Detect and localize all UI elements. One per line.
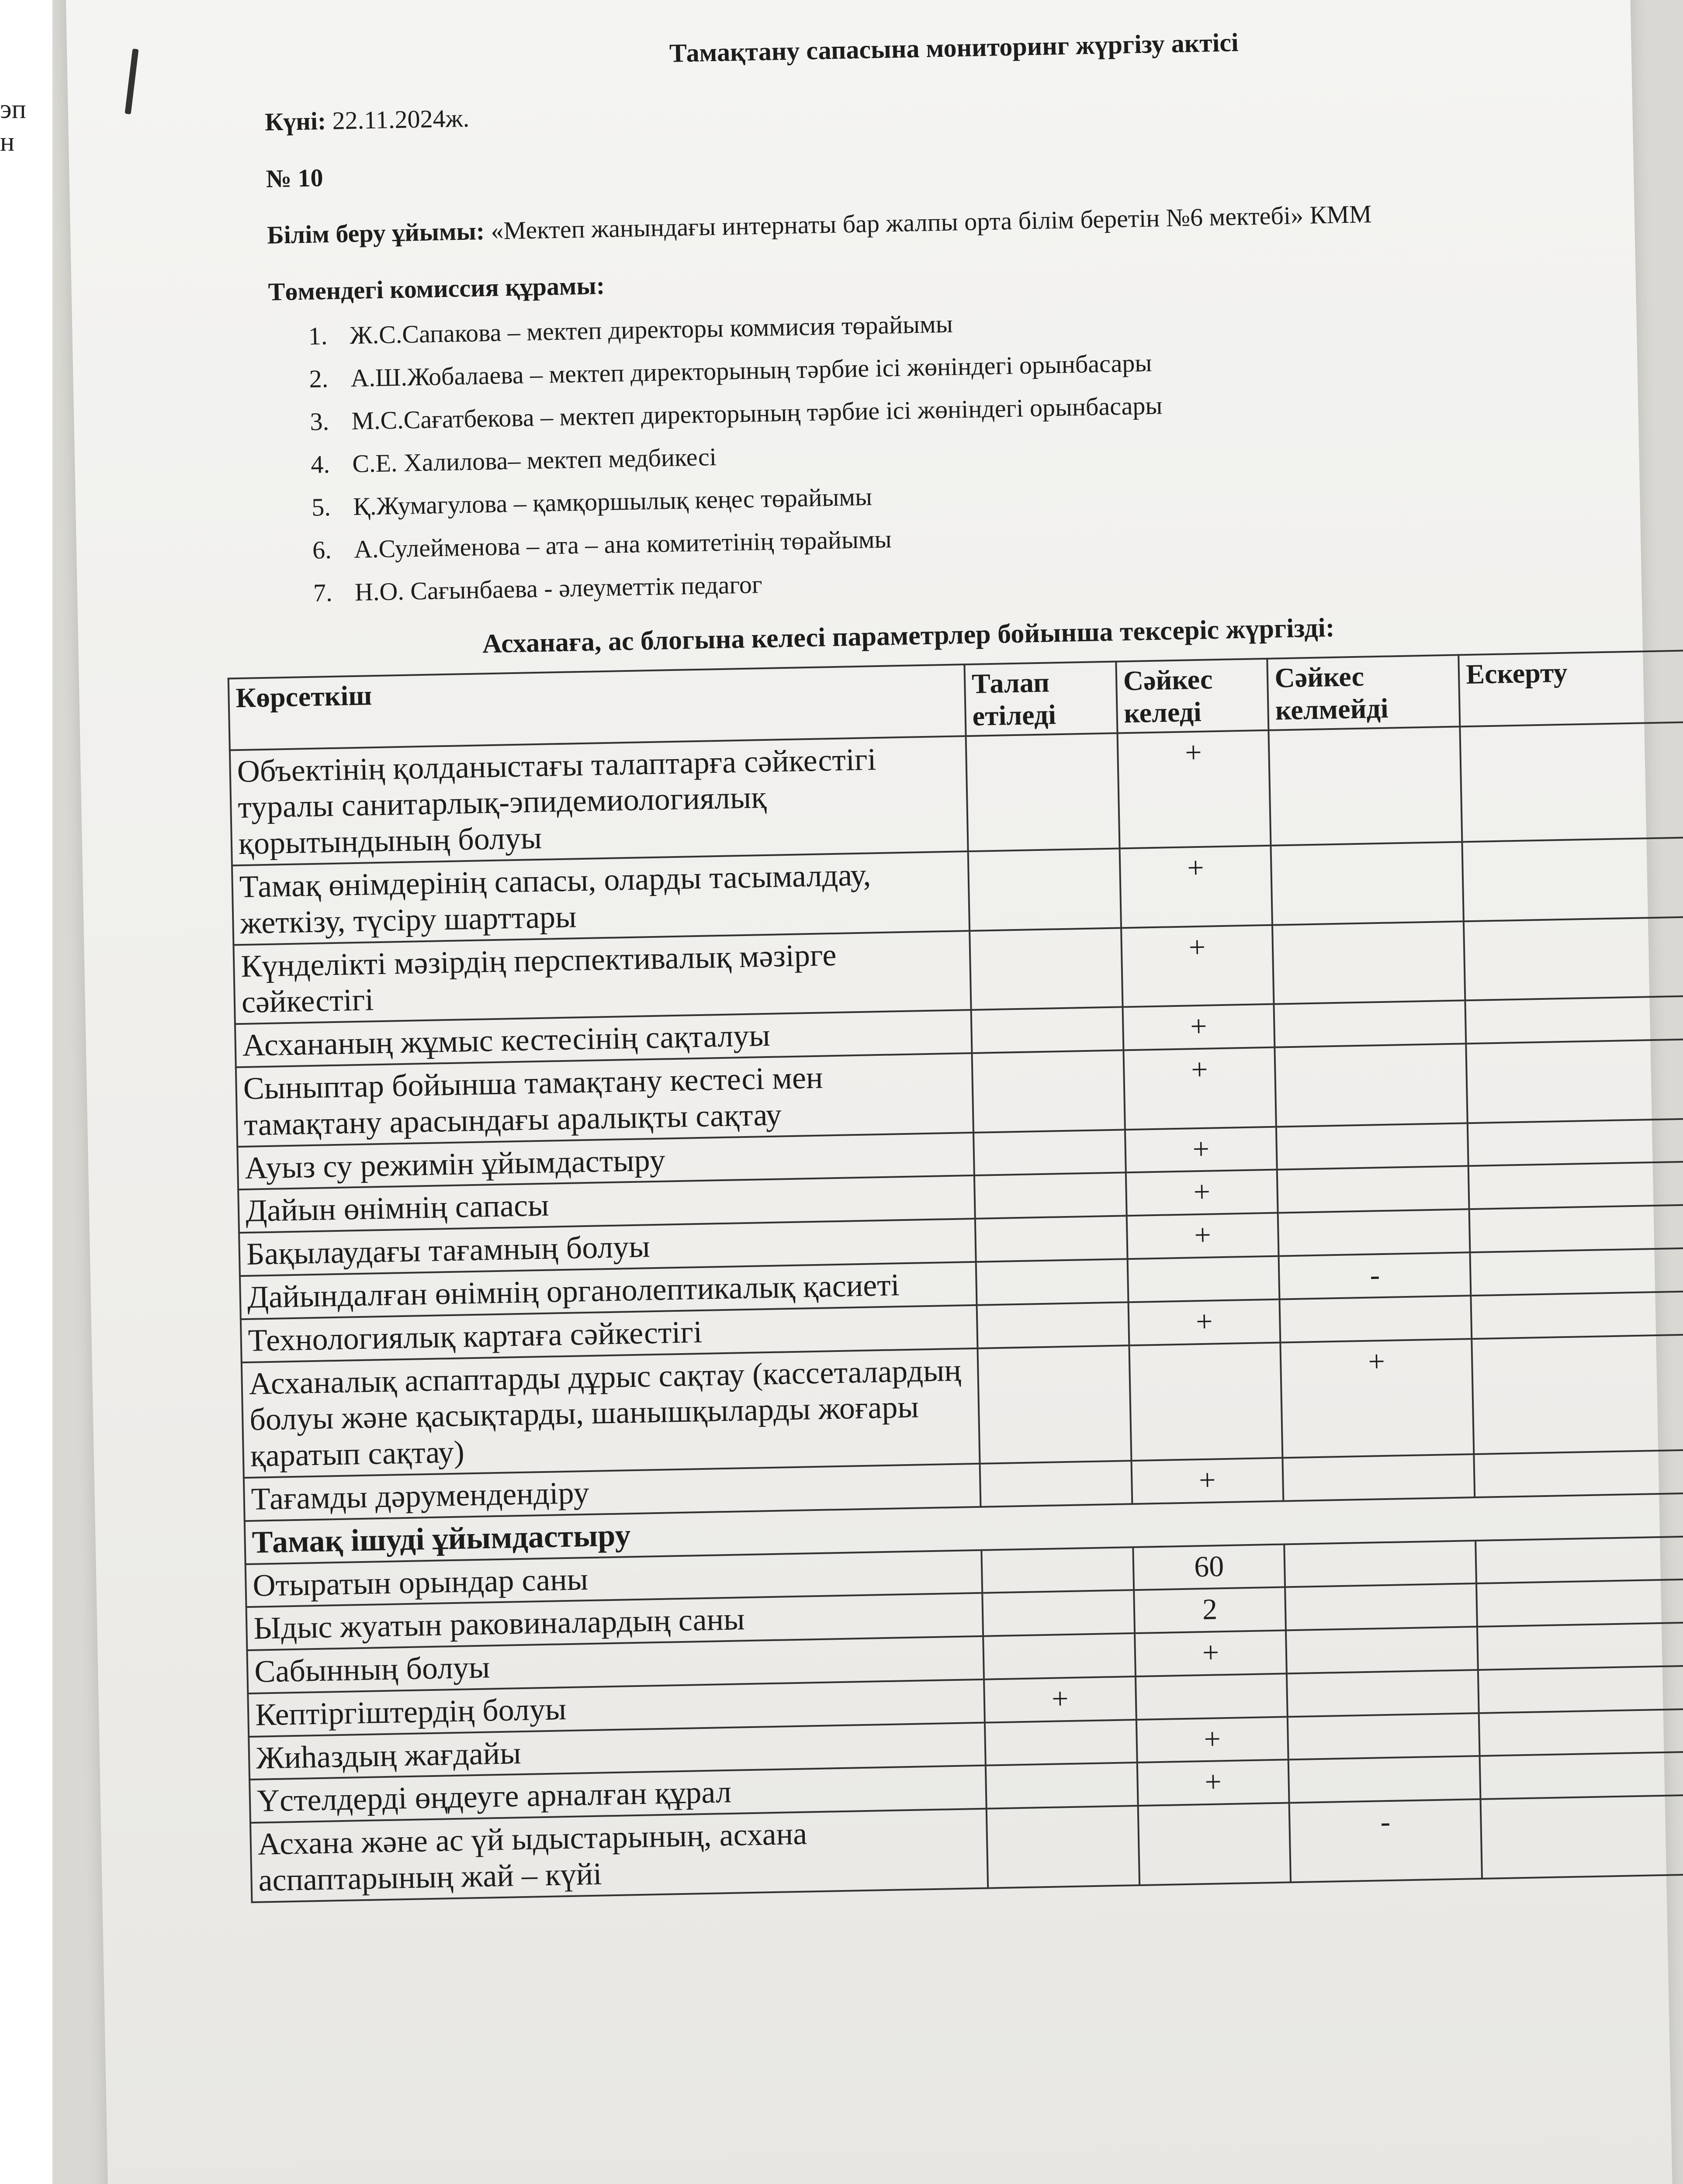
required-cell bbox=[982, 1590, 1135, 1636]
not-matches-cell bbox=[1288, 1756, 1481, 1803]
indicator-cell: Асханалық аспаптарды дұрыс сақтау (кассеталардың болуы және қасықтарды, шанышқыларды жоғары қаратып сақтау) bbox=[242, 1348, 980, 1478]
note-cell bbox=[1477, 1622, 1683, 1670]
indicator-cell: Жиһаздың жағдайы bbox=[249, 1722, 986, 1780]
document-content bbox=[235, 22, 1568, 1902]
indicator-cell: Сабынның болуы bbox=[247, 1636, 984, 1693]
indicator-cell: Сыныптар бойынша тамақтану кестесі мен тамақтану арасындағы аралықты сақтау bbox=[236, 1053, 973, 1147]
indicator-cell: Асхананың жұмыс кестесінің сақталуы bbox=[235, 1010, 972, 1067]
not-matches-cell bbox=[1287, 1670, 1479, 1717]
header-required: Талап етіледі bbox=[964, 662, 1117, 736]
note-cell bbox=[1472, 1334, 1683, 1454]
required-cell bbox=[976, 1259, 1129, 1305]
commission-list bbox=[308, 291, 1541, 615]
document-title: Тамақтану сапасына мониторинг жүргізу актісі bbox=[669, 28, 1239, 68]
member-text: Ж.С.Сапакова – мектеп директоры коммисия төрайымы bbox=[350, 309, 953, 350]
note-cell bbox=[1479, 1708, 1683, 1756]
matches-cell: + bbox=[1123, 1047, 1276, 1130]
member-number: 3. bbox=[309, 407, 329, 436]
not-matches-cell bbox=[1283, 1454, 1475, 1501]
not-matches-cell bbox=[1269, 726, 1462, 846]
note-cell bbox=[1462, 837, 1683, 921]
indicator-cell: Дайындалған өнімнің органолептикалық қасиеті bbox=[240, 1262, 977, 1319]
not-matches-cell bbox=[1272, 921, 1465, 1004]
member-number: 1. bbox=[308, 321, 328, 351]
note-cell bbox=[1469, 1205, 1683, 1253]
member-number: 5. bbox=[311, 493, 331, 522]
indicator-cell: Тағамды дәрумендендіру bbox=[244, 1464, 981, 1521]
note-cell bbox=[1476, 1579, 1683, 1627]
indicator-cell: Объектінің қолданыстағы талаптарға сәйкестігі туралы санитарлық-эпидемиологиялық қорытындының болуы bbox=[230, 736, 968, 866]
required-cell bbox=[977, 1345, 1131, 1464]
member-number: 2. bbox=[308, 364, 329, 394]
note-cell bbox=[1474, 1449, 1683, 1497]
matches-cell bbox=[1136, 1673, 1288, 1719]
staple-mark bbox=[125, 48, 139, 114]
header-note: Ескерту bbox=[1459, 650, 1683, 726]
required-cell bbox=[986, 1763, 1138, 1809]
table-body bbox=[230, 722, 1683, 1902]
required-cell: + bbox=[984, 1676, 1136, 1722]
note-cell bbox=[1478, 1665, 1683, 1713]
note-cell bbox=[1471, 1291, 1683, 1339]
matches-cell: + bbox=[1117, 730, 1271, 848]
not-matches-cell: + bbox=[1281, 1339, 1474, 1458]
indicator-cell: Отыратын орындар саны bbox=[246, 1550, 983, 1607]
required-cell bbox=[971, 1007, 1124, 1053]
matches-cell: + bbox=[1125, 1170, 1278, 1216]
matches-cell: + bbox=[1128, 1299, 1281, 1345]
matches-cell bbox=[1129, 1342, 1283, 1461]
required-cell bbox=[987, 1806, 1139, 1888]
not-matches-cell bbox=[1288, 1713, 1480, 1760]
note-cell bbox=[1464, 916, 1683, 1000]
not-matches-cell bbox=[1276, 1123, 1468, 1170]
indicator-cell: Ыдыс жуатын раковиналардың саны bbox=[246, 1593, 983, 1650]
not-matches-cell bbox=[1280, 1296, 1472, 1342]
organization-line bbox=[267, 196, 1534, 250]
indicator-cell: Кептіргіштердің болуы bbox=[248, 1679, 985, 1737]
not-matches-cell bbox=[1271, 842, 1464, 925]
not-matches-cell bbox=[1286, 1627, 1478, 1673]
date-value: 22.11.2024ж. bbox=[332, 104, 470, 135]
adjacent-page-text: н bbox=[0, 127, 15, 157]
matches-cell bbox=[1127, 1256, 1280, 1302]
indicator-cell: Ауыз су режимін ұйымдастыру bbox=[237, 1132, 974, 1189]
note-cell bbox=[1468, 1161, 1683, 1209]
member-text: Н.О. Сағынбаева - әлеуметтік педагог bbox=[354, 570, 763, 607]
act-number: № 10 bbox=[266, 163, 324, 193]
section-title: Асханаға, ас блогына келесі параметрлер бойынша тексеріс жүргізді: bbox=[482, 613, 1335, 659]
matches-cell: + bbox=[1126, 1213, 1279, 1259]
member-text: Қ.Жумагулова – қамқоршылық кеңес төрайымы bbox=[353, 482, 873, 521]
matches-cell: 2 bbox=[1134, 1587, 1286, 1633]
group-title: Тамақ ішуді ұйымдастыру bbox=[245, 1493, 1683, 1564]
required-cell bbox=[972, 1050, 1125, 1132]
note-cell bbox=[1481, 1794, 1683, 1878]
matches-cell: + bbox=[1137, 1760, 1289, 1806]
note-cell bbox=[1465, 996, 1683, 1044]
indicator-cell: Үстелдерді өңдеуге арналған құрал bbox=[249, 1766, 987, 1823]
member-text: М.С.Сағатбекова – мектеп директорының тәрбие ісі жөніндегі орынбасары bbox=[351, 391, 1163, 435]
matches-cell: + bbox=[1131, 1458, 1284, 1503]
note-cell bbox=[1468, 1118, 1683, 1166]
required-cell bbox=[973, 1130, 1126, 1175]
adjacent-page-strip bbox=[0, 0, 52, 2184]
indicator-cell: Күнделікті мәзірдің перспективалық мәзірге сәйкестігі bbox=[233, 931, 971, 1024]
date-line bbox=[265, 83, 1532, 137]
member-number: 4. bbox=[310, 450, 330, 479]
note-cell bbox=[1480, 1752, 1683, 1800]
indicator-cell: Дайын өнімнің сапасы bbox=[238, 1175, 975, 1233]
not-matches-cell: - bbox=[1279, 1252, 1471, 1299]
not-matches-cell bbox=[1278, 1209, 1470, 1256]
member-number: 6. bbox=[312, 536, 332, 565]
header-not-matches: Сәйкес келмейді bbox=[1267, 655, 1460, 730]
commission-label: Төмендегі комиссия құрамы: bbox=[268, 271, 605, 306]
not-matches-cell bbox=[1285, 1583, 1477, 1630]
note-cell bbox=[1460, 722, 1683, 842]
indicator-cell: Технологиялық картаға сәйкестігі bbox=[241, 1305, 978, 1362]
header-matches: Сәйкес келеді bbox=[1116, 659, 1269, 733]
matches-cell: + bbox=[1136, 1717, 1289, 1762]
organization-label: Білім беру ұйымы: bbox=[267, 217, 485, 249]
not-matches-cell: - bbox=[1289, 1799, 1482, 1882]
required-cell bbox=[983, 1633, 1136, 1679]
organization-value: «Мектеп жанындағы интернаты бар жалпы орта білім беретін №6 мектебі» КММ bbox=[490, 200, 1372, 245]
note-cell bbox=[1470, 1248, 1683, 1296]
matches-cell: + bbox=[1125, 1127, 1278, 1172]
required-cell bbox=[975, 1216, 1128, 1261]
not-matches-cell bbox=[1274, 1000, 1466, 1047]
matches-cell: + bbox=[1135, 1631, 1287, 1676]
required-cell bbox=[981, 1547, 1134, 1593]
member-text: А.Ш.Жобалаева – мектеп директорының тәрбие ісі жөніндегі орынбасары bbox=[350, 349, 1152, 393]
member-number: 7. bbox=[313, 578, 333, 608]
date-label: Күні: bbox=[264, 106, 326, 136]
indicator-cell: Бақылаудағы тағамның болуы bbox=[239, 1219, 976, 1276]
not-matches-cell bbox=[1285, 1541, 1477, 1587]
note-cell bbox=[1475, 1536, 1683, 1584]
member-text: С.Е. Халилова– мектеп медбикесі bbox=[352, 442, 717, 478]
required-cell bbox=[970, 928, 1122, 1010]
not-matches-cell bbox=[1277, 1166, 1469, 1213]
not-matches-cell bbox=[1275, 1044, 1468, 1127]
required-cell bbox=[980, 1461, 1132, 1507]
indicator-cell: Асхана және ас үй ыдыстарының, асхана аспаптарының жай – күйі bbox=[250, 1809, 988, 1902]
matches-cell: 60 bbox=[1133, 1544, 1285, 1590]
matches-cell: + bbox=[1122, 1004, 1275, 1050]
note-cell bbox=[1466, 1039, 1683, 1123]
indicator-cell: Тамақ өнімдерінің сапасы, оларды тасымалдау, жеткізу, түсіру шарттары bbox=[232, 851, 970, 945]
member-text: А.Сулейменова – ата – ана комитетінің төрайымы bbox=[353, 525, 892, 564]
header-indicator: Көрсеткіш bbox=[229, 665, 966, 750]
matches-cell: + bbox=[1119, 846, 1272, 928]
adjacent-page-text: эп bbox=[0, 94, 26, 124]
matches-cell bbox=[1138, 1803, 1291, 1885]
required-cell bbox=[977, 1302, 1129, 1348]
required-cell bbox=[985, 1720, 1137, 1766]
document-page bbox=[66, 0, 1673, 2184]
matches-cell: + bbox=[1121, 925, 1274, 1007]
required-cell bbox=[966, 733, 1119, 851]
required-cell bbox=[968, 848, 1121, 930]
inspection-table bbox=[228, 650, 1683, 1903]
required-cell bbox=[974, 1173, 1127, 1219]
